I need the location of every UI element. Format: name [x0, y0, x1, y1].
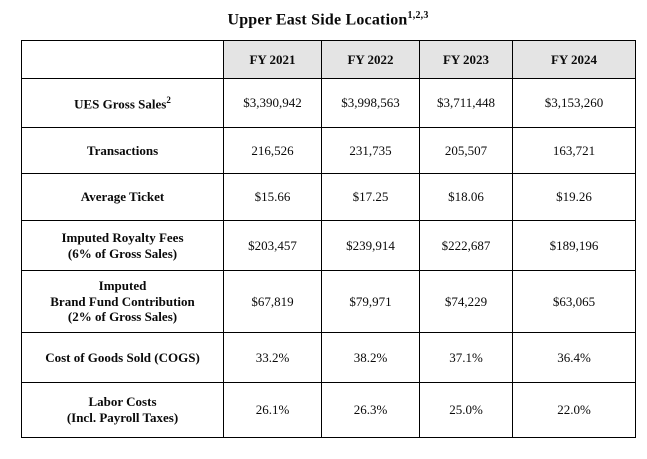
table-row-brand-fund — [22, 271, 636, 333]
cell-value: $15.66 — [224, 174, 322, 221]
cell-value: 22.0% — [513, 383, 636, 438]
cell-value: 231,735 — [322, 128, 420, 174]
cell-value: $3,390,942 — [224, 79, 322, 128]
cell-value: $63,065 — [513, 271, 636, 333]
cell-value: $3,998,563 — [322, 79, 420, 128]
row-label — [22, 128, 224, 174]
table-row-royalty-fees — [22, 221, 636, 271]
column-header-fy2023: FY 2023 — [420, 41, 513, 79]
column-header-fy2024: FY 2024 — [513, 41, 636, 79]
column-header-fy2021: FY 2021 — [224, 41, 322, 79]
table-row-transactions — [22, 128, 636, 174]
page-title-superscript: 1,2,3 — [407, 10, 429, 21]
cell-value: $18.06 — [420, 174, 513, 221]
row-label-text: (Incl. Payroll Taxes) — [66, 410, 179, 425]
cell-value: $79,971 — [322, 271, 420, 333]
cell-value: 33.2% — [224, 333, 322, 383]
row-label-text: Average Ticket — [80, 189, 165, 205]
row-label-text: (2% of Gross Sales) — [67, 309, 178, 325]
page-title-text: Upper East Side Location — [227, 11, 408, 29]
cell-value: $67,819 — [224, 271, 322, 333]
financial-table — [21, 40, 636, 438]
cell-value: $17.25 — [322, 174, 420, 221]
cell-value: $189,196 — [513, 221, 636, 271]
row-label-text: Labor Costs — [88, 394, 157, 410]
cell-value: 163,721 — [513, 128, 636, 174]
row-label — [22, 383, 224, 438]
cell-value: $3,153,260 — [513, 79, 636, 128]
corner-cell — [22, 41, 224, 79]
table-row-average-ticket — [22, 174, 636, 221]
cell-value: 26.1% — [224, 383, 322, 438]
cell-value: 205,507 — [420, 128, 513, 174]
cell-value: $3,711,448 — [420, 79, 513, 128]
row-label — [22, 333, 224, 383]
cell-value: 25.0% — [420, 383, 513, 438]
table-row-gross-sales — [22, 79, 636, 128]
row-label-text: Imputed Royalty Fees — [61, 229, 184, 245]
row-label — [22, 221, 224, 271]
cell-value: $74,229 — [420, 271, 513, 333]
row-label-text: Transactions — [86, 142, 159, 158]
cell-value: $222,687 — [420, 221, 513, 271]
row-label-text: Brand Fund Contribution — [50, 293, 195, 309]
cell-value: 37.1% — [420, 333, 513, 383]
cell-value: 26.3% — [322, 383, 420, 438]
cell-value: 38.2% — [322, 333, 420, 383]
page-title — [21, 10, 635, 29]
row-label-text: Cost of Goods Sold (COGS) — [45, 349, 200, 365]
row-label — [22, 79, 224, 128]
header-row — [22, 41, 636, 79]
row-label-text: (6% of Gross Sales) — [67, 245, 178, 261]
row-label — [22, 271, 224, 333]
table-row-labor-costs — [22, 383, 636, 438]
row-label-superscript: 2 — [166, 94, 171, 105]
cell-value: 36.4% — [513, 333, 636, 383]
cell-value: $239,914 — [322, 221, 420, 271]
row-label-text: Imputed — [98, 278, 147, 294]
cell-value: $19.26 — [513, 174, 636, 221]
cell-value: 216,526 — [224, 128, 322, 174]
column-header-fy2022: FY 2022 — [322, 41, 420, 79]
table-row-cogs — [22, 333, 636, 383]
row-label-text: UES Gross Sales — [74, 95, 167, 111]
cell-value: $203,457 — [224, 221, 322, 271]
row-label — [22, 174, 224, 221]
